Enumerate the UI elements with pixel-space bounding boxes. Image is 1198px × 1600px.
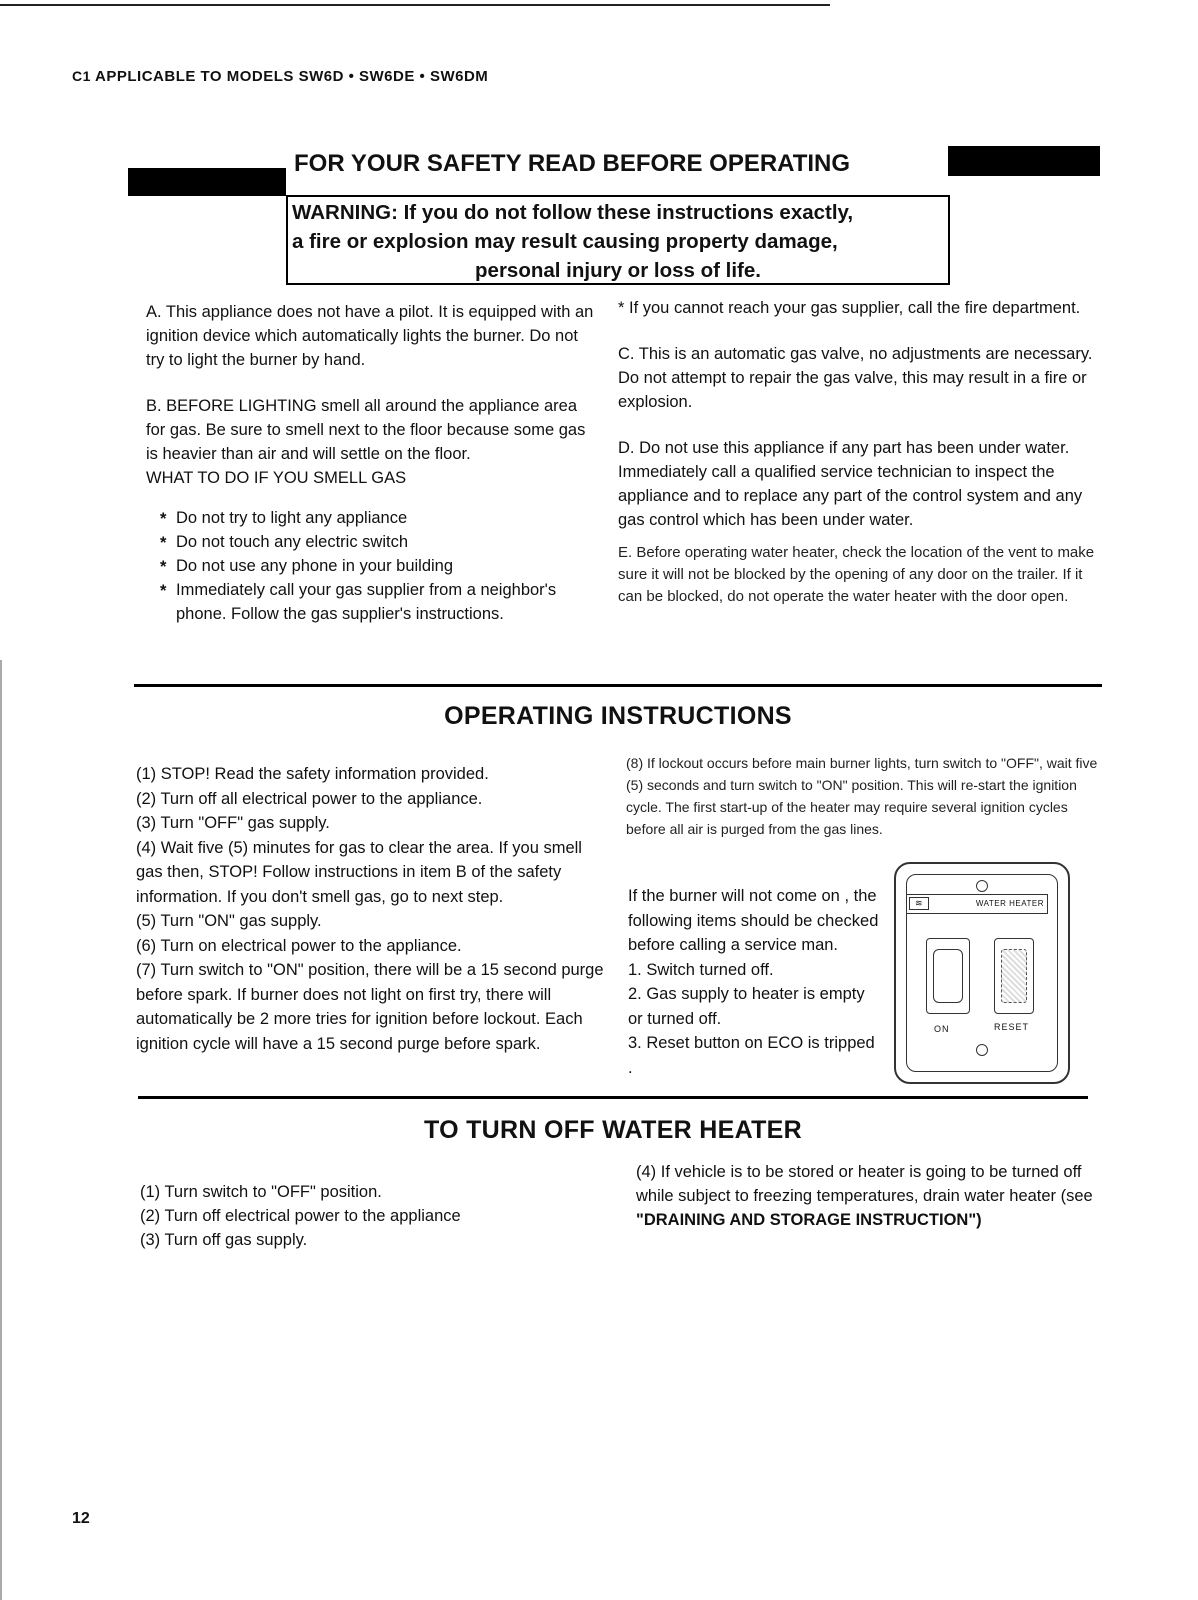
list-item: (2) Turn off electrical power to the appliance xyxy=(140,1207,461,1225)
list-item: * Do not touch any electric switch xyxy=(160,530,598,554)
header-text: APPLICABLE TO MODELS SW6D • SW6DE • SW6DM xyxy=(95,68,489,85)
list-item: (1) Turn switch to "OFF" position. xyxy=(140,1183,382,1201)
warning-box xyxy=(286,195,950,285)
list-item: (3) Turn "OFF" gas supply. xyxy=(136,814,330,832)
list-item: (5) Turn "ON" gas supply. xyxy=(136,912,322,930)
safety-item-c: C. This is an automatic gas valve, no adjustments are necessary. Do not attempt to repair the gas valve, this may result in a fire or explosion. xyxy=(618,345,1093,411)
reset-button-icon xyxy=(994,938,1034,1014)
panel-reset-label: RESET xyxy=(994,1022,1030,1032)
operating-top-rule xyxy=(134,684,1102,687)
list-item: (6) Turn on electrical power to the appliance. xyxy=(136,936,462,955)
list-item: 2. Gas supply to heater is empty or turned off. xyxy=(628,985,865,1028)
safety-item-e: E. Before operating water heater, check the location of the vent to make sure it will not be blocked by the opening of any door on the trailer. If it can be blocked, do not operate the water heater with the door open. xyxy=(618,544,1095,605)
page-header xyxy=(72,68,488,85)
top-rule xyxy=(0,4,830,6)
safety-item-b: B. BEFORE LIGHTING smell all around the appliance area for gas. Be sure to smell next to the floor because some gas is heavier than air and will settle on the floor. xyxy=(146,397,586,463)
operating-steps xyxy=(136,762,606,1056)
turn-off-top-rule xyxy=(138,1096,1088,1099)
operating-step-8: (8) If lockout occurs before main burner lights, turn switch to "OFF", wait five (5) seconds and turn switch to "ON" position. This will re-start the ignition cycle. The first start-up of the heater may require several ignition cycles before all air is purged from the gas lines. xyxy=(626,755,1098,837)
safety-item-d: D. Do not use this appliance if any part has been under water. Immediately call a qualified service technician to inspect the appliance and to replace any part of the control system and any gas control which has been under water. xyxy=(618,439,1083,529)
safety-left-column xyxy=(146,300,598,626)
panel-label-text: WATER HEATER xyxy=(975,899,1044,908)
list-item: * Do not try to light any appliance xyxy=(160,506,598,530)
safety-item-a: A. This appliance does not have a pilot. It is equipped with an ignition device which automatically lights the burner. Do not try to light the burner by hand. xyxy=(146,303,594,369)
list-item: * Immediately call your gas supplier from a neighbor's phone. Follow the gas supplier's instructions. xyxy=(160,578,598,626)
on-switch-icon xyxy=(926,938,970,1014)
list-item: (4) Wait five (5) minutes for gas to clear the area. If you smell gas then, STOP! Follow instructions in item B of the safety information. If you don't smell gas, go to next step. xyxy=(136,838,582,906)
header-code: C1 xyxy=(72,68,91,84)
turn-off-title: TO TURN OFF WATER HEATER xyxy=(423,1116,802,1144)
list-item: (7) Turn switch to "ON" position, there will be a 15 second purge before spark. If burner does not light on first try, there will automatically be 2 more tries for ignition before lockout. Each ignition cycle will have a 15 second purge before spark. xyxy=(136,961,604,1053)
black-bar-right xyxy=(948,146,1100,176)
safety-right-column xyxy=(618,296,1100,608)
turn-off-steps xyxy=(140,1180,610,1252)
burner-checks xyxy=(628,884,880,1080)
logo-icon: ≋ xyxy=(909,897,929,910)
list-item: * Do not use any phone in your building xyxy=(160,554,598,578)
warning-line-3: personal injury or loss of life. xyxy=(475,259,761,282)
safety-title: FOR YOUR SAFETY READ BEFORE OPERATING xyxy=(294,150,851,177)
screw-icon xyxy=(976,1044,988,1056)
what-to-do-heading: WHAT TO DO IF YOU SMELL GAS xyxy=(146,469,407,487)
operating-title: OPERATING INSTRUCTIONS xyxy=(444,702,792,730)
water-heater-switch-panel xyxy=(894,862,1070,1084)
list-item: (3) Turn off gas supply. xyxy=(140,1231,308,1249)
step-4-reference: "DRAINING AND STORAGE INSTRUCTION") xyxy=(636,1211,982,1229)
page-number: 12 xyxy=(72,1510,90,1527)
black-bar-left xyxy=(128,168,286,196)
scan-edge-mark xyxy=(0,660,2,1600)
list-item: 1. Switch turned off. xyxy=(628,960,774,979)
warning-line-1: WARNING: If you do not follow these instructions exactly, xyxy=(292,201,854,224)
panel-on-label: ON xyxy=(934,1024,950,1034)
screw-icon xyxy=(976,880,988,892)
checks-intro: If the burner will not come on , the following items should be checked before calling a service man. xyxy=(628,887,879,954)
turn-off-step-4 xyxy=(636,1160,1118,1232)
step-4-text: (4) If vehicle is to be stored or heater is going to be turned off while subject to freezing temperatures, drain water heater (see xyxy=(636,1163,1093,1205)
list-item: (2) Turn off all electrical power to the appliance. xyxy=(136,789,483,808)
warning-line-2: a fire or explosion may result causing property damage, xyxy=(292,230,838,253)
panel-label xyxy=(906,894,1048,914)
list-item: 3. Reset button on ECO is tripped . xyxy=(628,1034,875,1077)
safety-bullet-fire-dept: * If you cannot reach your gas supplier, call the fire department. xyxy=(618,299,1081,317)
gas-smell-bullets xyxy=(160,506,598,626)
list-item: (1) STOP! Read the safety information provided. xyxy=(136,765,489,783)
